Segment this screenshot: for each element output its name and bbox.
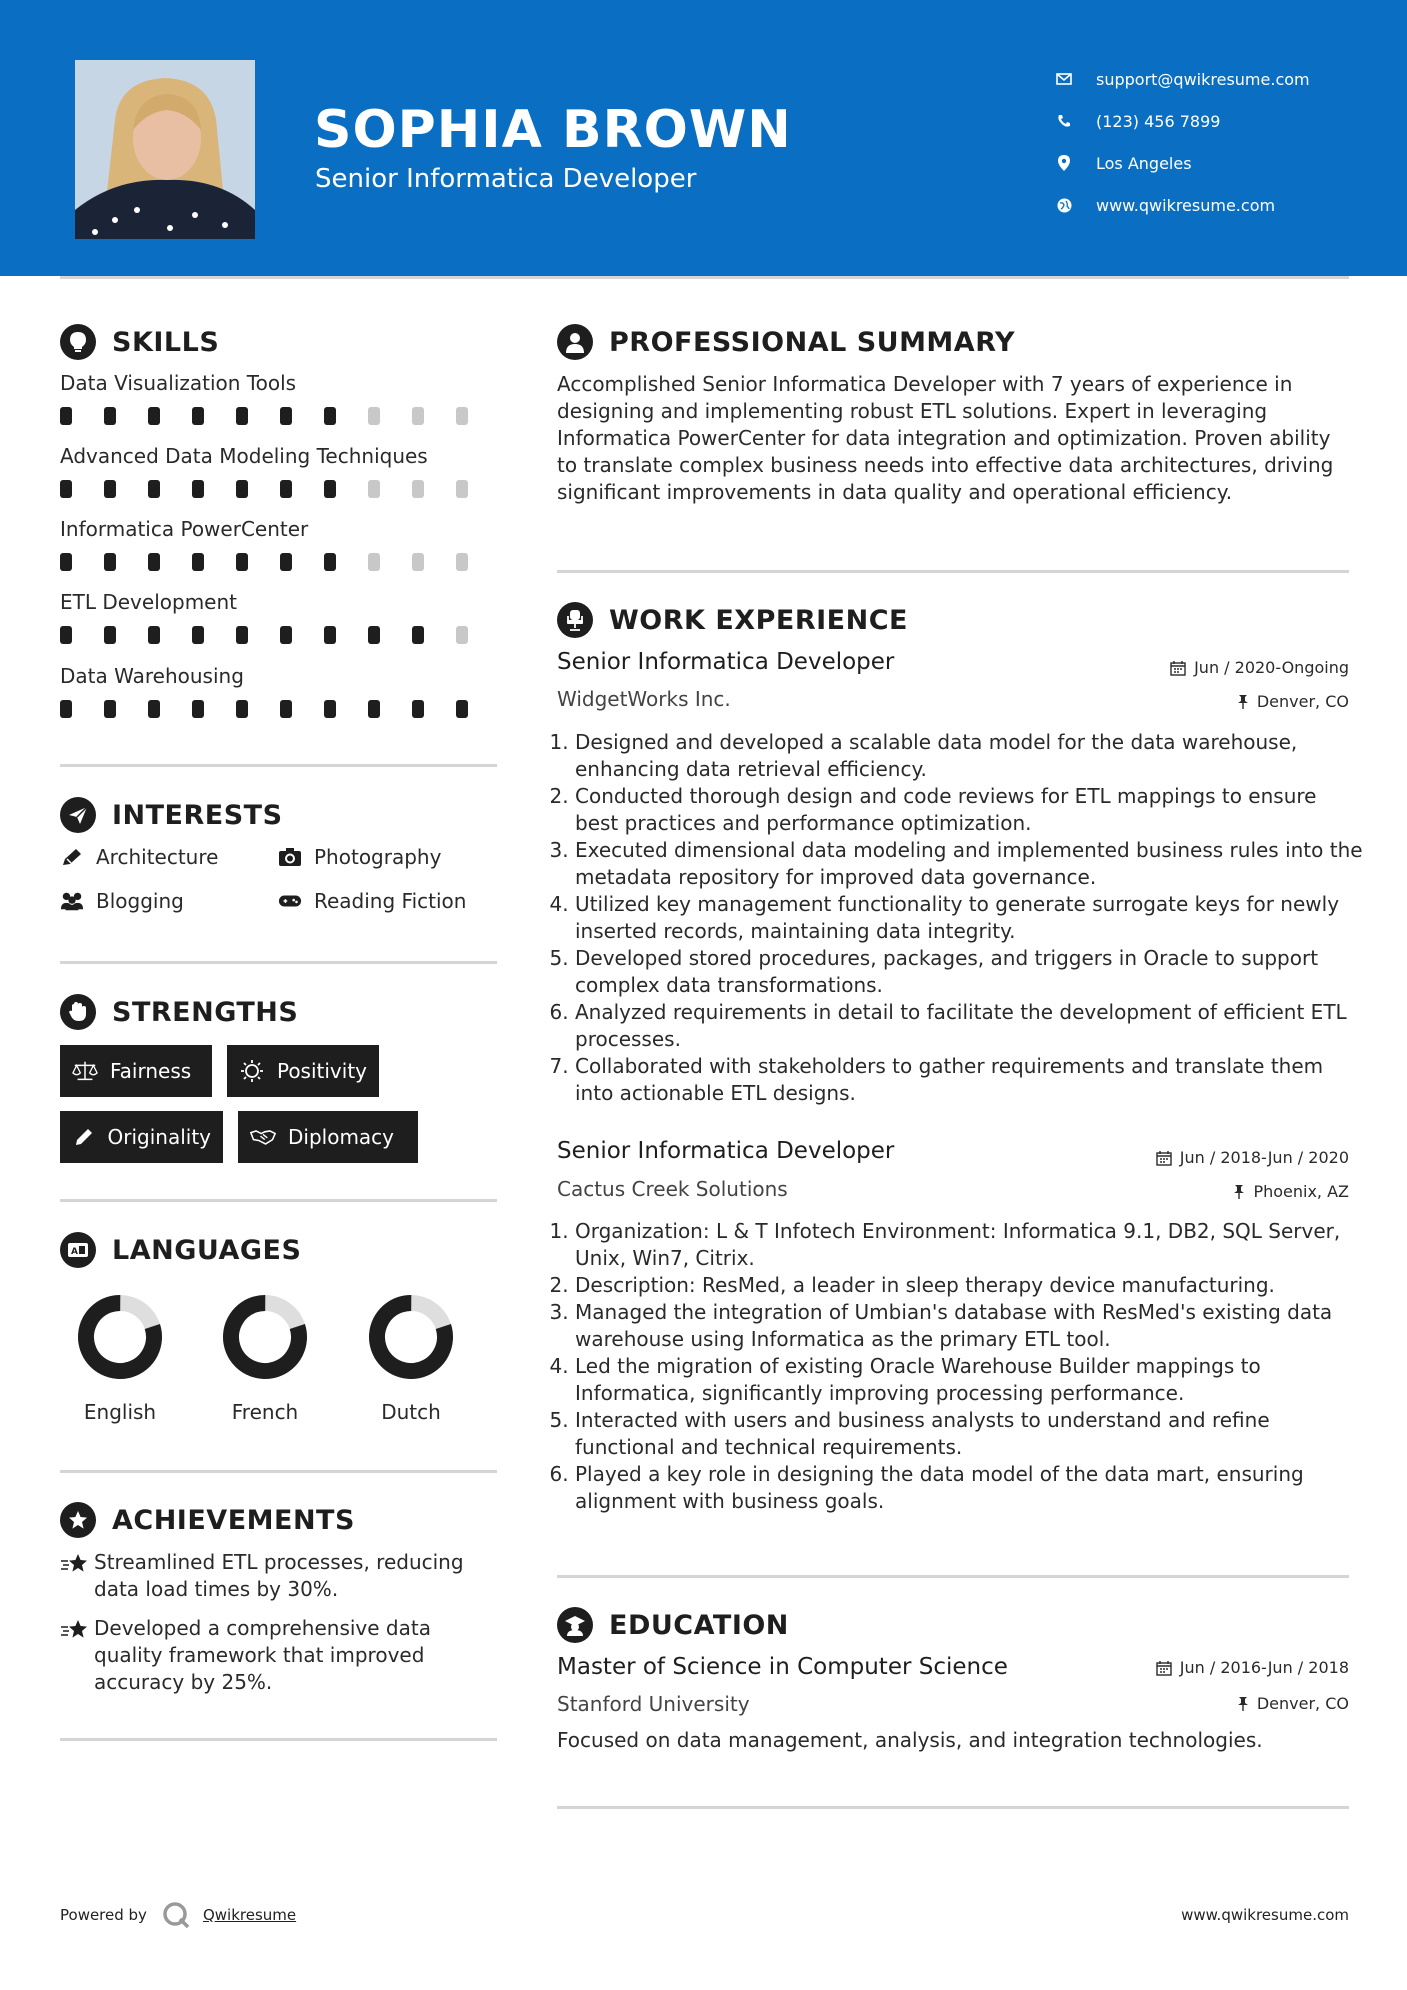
- skill-name: Advanced Data Modeling Techniques: [60, 444, 428, 468]
- section-divider: [60, 764, 497, 767]
- strength-label: Positivity: [276, 1059, 367, 1083]
- job-bullet: 3. Managed the integration of Umbian's database with ResMed's existing data warehouse using Informatica as the primary ETL tool.: [575, 1299, 1365, 1353]
- job-date-text: Jun / 2020-Ongoing: [1194, 658, 1349, 677]
- interest-label: Architecture: [96, 845, 219, 869]
- interest-label: Photography: [314, 845, 442, 869]
- language-item: [60, 1292, 180, 1424]
- skill-rating-dot: [60, 700, 72, 718]
- skill-rating-dot: [368, 553, 380, 571]
- summary-heading: [557, 324, 1015, 360]
- contact-list: [1054, 58, 1310, 226]
- skill-rating-dot: [148, 553, 160, 571]
- sun-icon: [239, 1060, 265, 1082]
- education-description: Focused on data management, analysis, and integration technologies.: [557, 1728, 1263, 1752]
- contact-phone-text: (123) 456 7899: [1096, 111, 1221, 131]
- language-item: [351, 1292, 471, 1424]
- skill-rating-dot: [104, 480, 116, 498]
- job-location-text: Denver, CO: [1256, 692, 1349, 711]
- skill-rating-dot: [148, 407, 160, 425]
- job-bullet: 1. Designed and developed a scalable data model for the data warehouse, enhancing data retrieval efficiency.: [575, 729, 1365, 783]
- skill-rating-dot: [412, 626, 424, 644]
- skill-rating: [60, 480, 500, 498]
- skill-rating: [60, 700, 500, 718]
- skill-rating-dot: [456, 407, 468, 425]
- interest-item: [60, 889, 184, 913]
- skill-name: Informatica PowerCenter: [60, 517, 309, 541]
- skill-rating-dot: [192, 480, 204, 498]
- contact-email[interactable]: [1054, 58, 1310, 100]
- contact-email-text: support@qwikresume.com: [1096, 69, 1310, 89]
- skill-rating-dot: [192, 626, 204, 644]
- strength-label: Diplomacy: [288, 1125, 395, 1149]
- job-company: WidgetWorks Inc.: [557, 687, 731, 711]
- users-icon: [60, 890, 84, 912]
- graduate-icon: [557, 1607, 593, 1643]
- candidate-name: SOPHIA BROWN: [314, 100, 792, 160]
- section-divider: [557, 570, 1349, 573]
- skill-rating-dot: [236, 407, 248, 425]
- pencil-icon: [72, 1126, 96, 1148]
- star-badge-icon: [60, 1502, 96, 1538]
- powered-by-text: Powered by: [60, 1906, 147, 1924]
- strength-tag: [60, 1111, 223, 1163]
- strength-tag: [60, 1045, 212, 1097]
- experience-title: WORK EXPERIENCE: [609, 604, 908, 636]
- language-item: [205, 1292, 325, 1424]
- job-location: [1237, 692, 1349, 711]
- language-label: Dutch: [381, 1400, 441, 1424]
- skill-rating-dot: [280, 553, 292, 571]
- skill-rating: [60, 553, 500, 571]
- skill-rating-dot: [104, 553, 116, 571]
- skill-rating-dot: [148, 700, 160, 718]
- office-chair-icon: [557, 602, 593, 638]
- skill-name: Data Warehousing: [60, 664, 244, 688]
- skill-rating-dot: [324, 407, 336, 425]
- skill-rating-dot: [192, 553, 204, 571]
- skill-rating-dot: [236, 553, 248, 571]
- languages-heading: [60, 1232, 301, 1268]
- footer-powered-by: [60, 1900, 296, 1930]
- gamepad-icon: [278, 890, 302, 912]
- languages-title: LANGUAGES: [112, 1234, 302, 1266]
- skill-rating-dot: [104, 626, 116, 644]
- skill-item: [60, 517, 500, 571]
- skill-rating-dot: [60, 553, 72, 571]
- svg-text:A: A: [71, 1247, 78, 1257]
- strengths-title: STRENGTHS: [112, 996, 299, 1028]
- skill-item: [60, 590, 500, 644]
- skill-rating-dot: [148, 480, 160, 498]
- job-bullet: 2. Conducted thorough design and code reviews for ETL mappings to ensure best practices and performance optimization.: [575, 783, 1365, 837]
- skill-rating: [60, 626, 500, 644]
- skill-rating-dot: [104, 407, 116, 425]
- language-donut: [205, 1292, 325, 1382]
- strength-label: Originality: [107, 1125, 211, 1149]
- skill-rating-dot: [192, 700, 204, 718]
- skill-item: [60, 664, 500, 718]
- education-location: [1237, 1694, 1349, 1713]
- qwikresume-link[interactable]: Qwikresume: [202, 1906, 297, 1924]
- scale-icon: [72, 1060, 98, 1082]
- section-divider: [60, 961, 497, 964]
- language-label: French: [231, 1400, 299, 1424]
- skill-rating-dot: [236, 480, 248, 498]
- job-bullet: 6. Analyzed requirements in detail to facilitate the development of efficient ETL processes.: [575, 999, 1365, 1053]
- achievements-heading: [60, 1502, 355, 1538]
- job-location-text: Phoenix, AZ: [1253, 1182, 1349, 1201]
- calendar-icon: [1170, 660, 1186, 676]
- education-degree: Master of Science in Computer Science: [557, 1654, 1008, 1680]
- skill-rating-dot: [148, 626, 160, 644]
- job-bullet: 1. Organization: L & T Infotech Environment: Informatica 9.1, DB2, SQL Server, Unix, Win7, Citrix.: [575, 1218, 1365, 1272]
- language-icon: [60, 1232, 96, 1268]
- skill-rating-dot: [60, 407, 72, 425]
- header-banner: [0, 0, 1407, 276]
- skill-rating-dot: [412, 700, 424, 718]
- education-date-text: Jun / 2016-Jun / 2018: [1179, 1658, 1349, 1677]
- drafting-pencil-icon: [60, 846, 84, 868]
- contact-phone[interactable]: [1054, 100, 1310, 142]
- skill-rating-dot: [412, 553, 424, 571]
- summary-title: PROFESSIONAL SUMMARY: [609, 326, 1016, 358]
- phone-icon: [1054, 111, 1074, 131]
- skill-rating-dot: [280, 480, 292, 498]
- job-company: Cactus Creek Solutions: [557, 1177, 788, 1201]
- skill-rating-dot: [324, 626, 336, 644]
- handshake-icon: [250, 1126, 276, 1148]
- skill-rating-dot: [104, 700, 116, 718]
- skill-rating-dot: [456, 626, 468, 644]
- skill-rating-dot: [324, 553, 336, 571]
- section-divider: [60, 1199, 497, 1202]
- pushpin-icon: [1237, 694, 1249, 709]
- contact-website[interactable]: [1054, 184, 1310, 226]
- skill-rating-dot: [60, 480, 72, 498]
- skill-item: [60, 444, 500, 498]
- job-bullet: 7. Collaborated with stakeholders to gather requirements and translate them into actionable ETL designs.: [575, 1053, 1365, 1107]
- job-bullet: 4. Utilized key management functionality to generate surrogate keys for newly inserted records, maintaining data integrity.: [575, 891, 1365, 945]
- education-heading: [557, 1607, 789, 1643]
- pushpin-icon: [1237, 1696, 1249, 1711]
- interests-title: INTERESTS: [112, 799, 283, 831]
- education-date: [1156, 1658, 1349, 1677]
- skill-rating-dot: [368, 407, 380, 425]
- skill-name: ETL Development: [60, 590, 237, 614]
- interest-item: [278, 845, 441, 869]
- camera-icon: [278, 846, 302, 868]
- education-location-text: Denver, CO: [1256, 1694, 1349, 1713]
- map-pin-icon: [1054, 153, 1074, 173]
- achievement-text: Developed a comprehensive data quality framework that improved accuracy by 25%.: [94, 1616, 431, 1694]
- strength-label: Fairness: [110, 1059, 192, 1083]
- skills-title: SKILLS: [112, 326, 220, 358]
- skill-item: [60, 371, 500, 425]
- education-school: Stanford University: [557, 1692, 750, 1716]
- strengths-heading: [60, 994, 298, 1030]
- interest-label: Blogging: [96, 889, 184, 913]
- job-bullet: 4. Led the migration of existing Oracle Warehouse Builder mappings to Informatica, significantly improving processing performance.: [575, 1353, 1365, 1407]
- globe-icon: [1054, 195, 1074, 215]
- language-donut: [351, 1292, 471, 1382]
- user-icon: [557, 324, 593, 360]
- job-bullet: 5. Interacted with users and business analysts to understand and refine functional and technical requirements.: [575, 1407, 1365, 1461]
- skill-rating-dot: [236, 700, 248, 718]
- contact-website-text: www.qwikresume.com: [1096, 195, 1276, 215]
- contact-location: [1054, 142, 1310, 184]
- skill-rating-dot: [368, 626, 380, 644]
- skill-rating-dot: [192, 407, 204, 425]
- achievement-item: [60, 1549, 500, 1603]
- interest-item: [278, 889, 466, 913]
- hand-icon: [60, 994, 96, 1030]
- job-date-text: Jun / 2018-Jun / 2020: [1179, 1148, 1349, 1167]
- skill-name: Data Visualization Tools: [60, 371, 297, 395]
- contact-location-text: Los Angeles: [1096, 153, 1192, 173]
- star-icon: [60, 1615, 94, 1696]
- skill-rating-dot: [60, 626, 72, 644]
- calendar-icon: [1156, 1150, 1172, 1166]
- achievements-title: ACHIEVEMENTS: [112, 1504, 355, 1536]
- job-location: [1233, 1182, 1349, 1201]
- skill-rating-dot: [236, 626, 248, 644]
- profile-photo: [75, 60, 255, 239]
- skill-rating-dot: [368, 700, 380, 718]
- header-divider: [60, 276, 1349, 279]
- strength-tag: [238, 1111, 418, 1163]
- skills-heading: [60, 324, 219, 360]
- job-date: [1156, 1148, 1349, 1167]
- summary-text: Accomplished Senior Informatica Developer with 7 years of experience in designing and implementing robust ETL solutions. Expert in leveraging Informatica PowerCenter for data integration and optimization. Proven ability to translate complex business needs into effective data architectures, driving significant improvements in data quality and operational efficiency.: [557, 372, 1334, 504]
- star-icon: [60, 1549, 94, 1603]
- language-label: English: [83, 1400, 157, 1424]
- education-title: EDUCATION: [609, 1609, 789, 1641]
- pushpin-icon: [1233, 1184, 1245, 1199]
- lightbulb-icon: [60, 324, 96, 360]
- job-bullet: 2. Description: ResMed, a leader in sleep therapy device manufacturing.: [575, 1272, 1365, 1299]
- paper-plane-icon: [60, 797, 96, 833]
- skill-rating-dot: [412, 480, 424, 498]
- job-title: Senior Informatica Developer: [557, 1138, 895, 1164]
- skill-rating-dot: [324, 480, 336, 498]
- section-divider: [557, 1575, 1349, 1578]
- strength-tag: [227, 1045, 379, 1097]
- skill-rating-dot: [280, 407, 292, 425]
- calendar-icon: [1156, 1660, 1172, 1676]
- skill-rating-dot: [456, 700, 468, 718]
- footer-url[interactable]: www.qwikresume.com: [1181, 1906, 1349, 1924]
- interest-label: Reading Fiction: [314, 889, 467, 913]
- skill-rating-dot: [280, 700, 292, 718]
- achievement-text: Streamlined ETL processes, reducing data load times by 30%.: [94, 1550, 464, 1601]
- section-divider: [60, 1470, 497, 1473]
- skill-rating-dot: [280, 626, 292, 644]
- job-title: Senior Informatica Developer: [557, 649, 895, 675]
- section-divider: [60, 1738, 497, 1741]
- job-bullets: [557, 1218, 1365, 1515]
- envelope-icon: [1054, 69, 1074, 89]
- skill-rating: [60, 407, 500, 425]
- experience-heading: [557, 602, 908, 638]
- skill-rating-dot: [368, 480, 380, 498]
- interests-heading: [60, 797, 283, 833]
- job-date: [1170, 658, 1349, 677]
- language-donut: [60, 1292, 180, 1382]
- achievement-item: [60, 1615, 500, 1696]
- job-bullet: 5. Developed stored procedures, packages, and triggers in Oracle to support complex data transformations.: [575, 945, 1365, 999]
- job-bullet: 6. Played a key role in designing the data model of the data mart, ensuring alignment with business goals.: [575, 1461, 1365, 1515]
- job-bullet: 3. Executed dimensional data modeling and implemented business rules into the metadata repository for improved data governance.: [575, 837, 1365, 891]
- skill-rating-dot: [456, 553, 468, 571]
- interest-item: [60, 845, 218, 869]
- job-bullets: [557, 729, 1365, 1107]
- candidate-title: Senior Informatica Developer: [315, 164, 697, 194]
- section-divider: [557, 1806, 1349, 1809]
- skill-rating-dot: [456, 480, 468, 498]
- skill-rating-dot: [324, 700, 336, 718]
- qwikresume-logo-icon: [161, 1900, 191, 1930]
- skill-rating-dot: [412, 407, 424, 425]
